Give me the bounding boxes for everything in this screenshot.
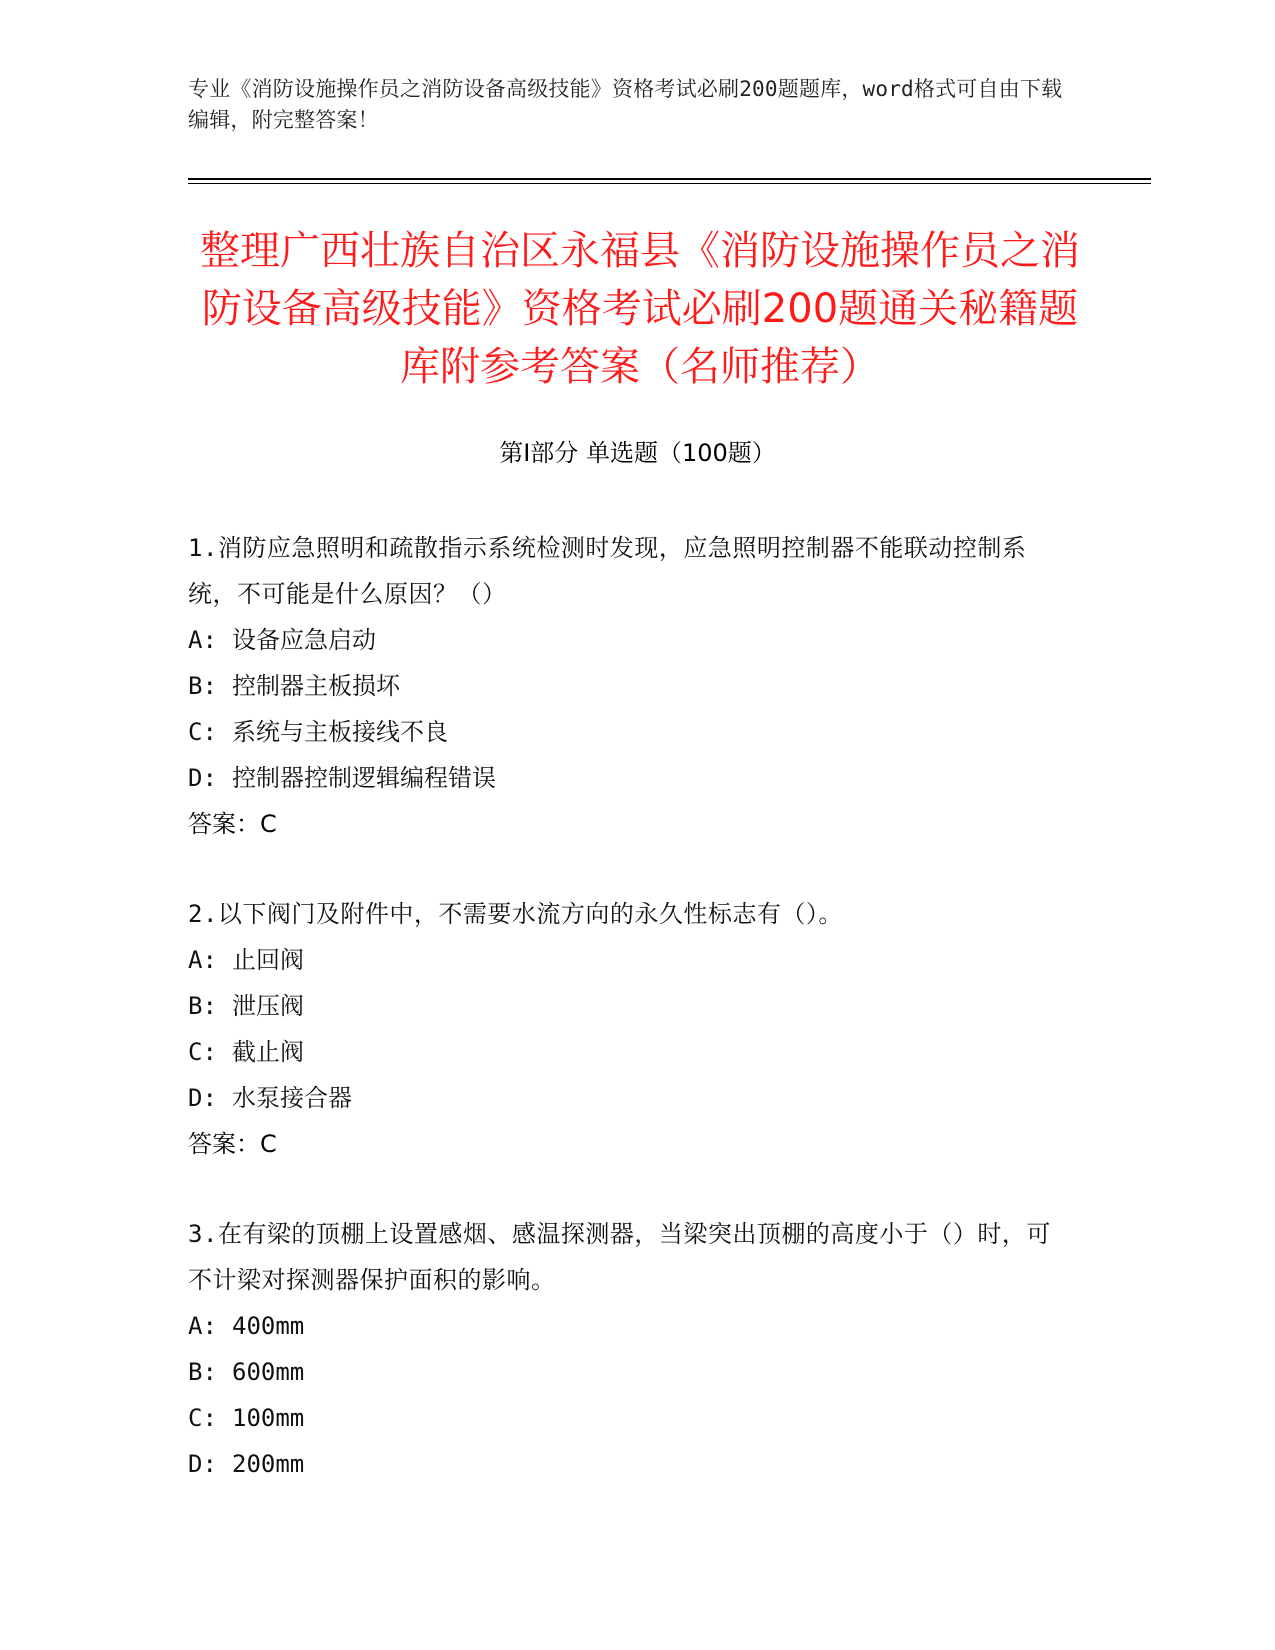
option-text: 控制器主板损坏: [232, 672, 400, 700]
header-divider-thick: [188, 178, 1151, 180]
question-item: [188, 891, 1068, 1167]
option-text: 600mm: [232, 1358, 305, 1386]
option-key: B:: [188, 672, 217, 700]
option-key: B:: [188, 992, 217, 1020]
option-key: D:: [188, 764, 217, 792]
question-item: [188, 525, 1068, 847]
option-b: [188, 983, 1068, 1029]
option-a: [188, 937, 1068, 983]
option-text: 100mm: [232, 1404, 305, 1432]
option-a: [188, 617, 1068, 663]
option-key: D:: [188, 1084, 217, 1112]
option-key: A:: [188, 946, 217, 974]
option-key: B:: [188, 1358, 217, 1386]
document-title: 整理广西壮族自治区永福县《消防设施操作员之消防设备高级技能》资格考试必刷200题通关秘籍题库附参考答案（名师推荐）: [200, 228, 1080, 390]
question-stem: 3.在有梁的顶棚上设置感烟、感温探测器，当梁突出顶棚的高度小于（）时，可不计梁对探测器保护面积的影响。: [188, 1220, 1051, 1294]
header-note: 专业《消防设施操作员之消防设备高级技能》资格考试必刷200题题库，word格式可自由下载编辑，附完整答案！: [188, 77, 1063, 132]
option-a: [188, 1303, 1068, 1349]
option-key: C:: [188, 1404, 217, 1432]
option-c: [188, 709, 1068, 755]
option-b: [188, 663, 1068, 709]
option-c: [188, 1029, 1068, 1075]
option-key: C:: [188, 718, 217, 746]
option-c: [188, 1395, 1068, 1441]
option-text: 400mm: [232, 1312, 305, 1340]
section-heading: 第Ⅰ部分 单选题（100题）: [499, 439, 776, 467]
question-stem: 2.以下阀门及附件中，不需要水流方向的永久性标志有（）。: [188, 900, 843, 928]
option-key: D:: [188, 1450, 217, 1478]
option-text: 设备应急启动: [232, 626, 376, 654]
option-text: 截止阀: [232, 1038, 304, 1066]
option-d: [188, 755, 1068, 801]
option-key: C:: [188, 1038, 217, 1066]
question-list: [188, 525, 1068, 1531]
answer-line: 答案：C: [188, 810, 277, 838]
option-d: [188, 1075, 1068, 1121]
option-text: 水泵接合器: [232, 1084, 352, 1112]
option-d: [188, 1441, 1068, 1487]
option-text: 控制器控制逻辑编程错误: [232, 764, 496, 792]
option-key: A:: [188, 1312, 217, 1340]
option-key: A:: [188, 626, 217, 654]
option-text: 系统与主板接线不良: [232, 718, 448, 746]
answer-line: 答案：C: [188, 1130, 277, 1158]
question-item: [188, 1211, 1068, 1487]
option-text: 止回阀: [232, 946, 304, 974]
header-divider-thin: [188, 183, 1151, 184]
option-text: 泄压阀: [232, 992, 304, 1020]
option-b: [188, 1349, 1068, 1395]
question-stem: 1.消防应急照明和疏散指示系统检测时发现，应急照明控制器不能联动控制系统，不可能是什么原因？（）: [188, 534, 1027, 608]
option-text: 200mm: [232, 1450, 305, 1478]
